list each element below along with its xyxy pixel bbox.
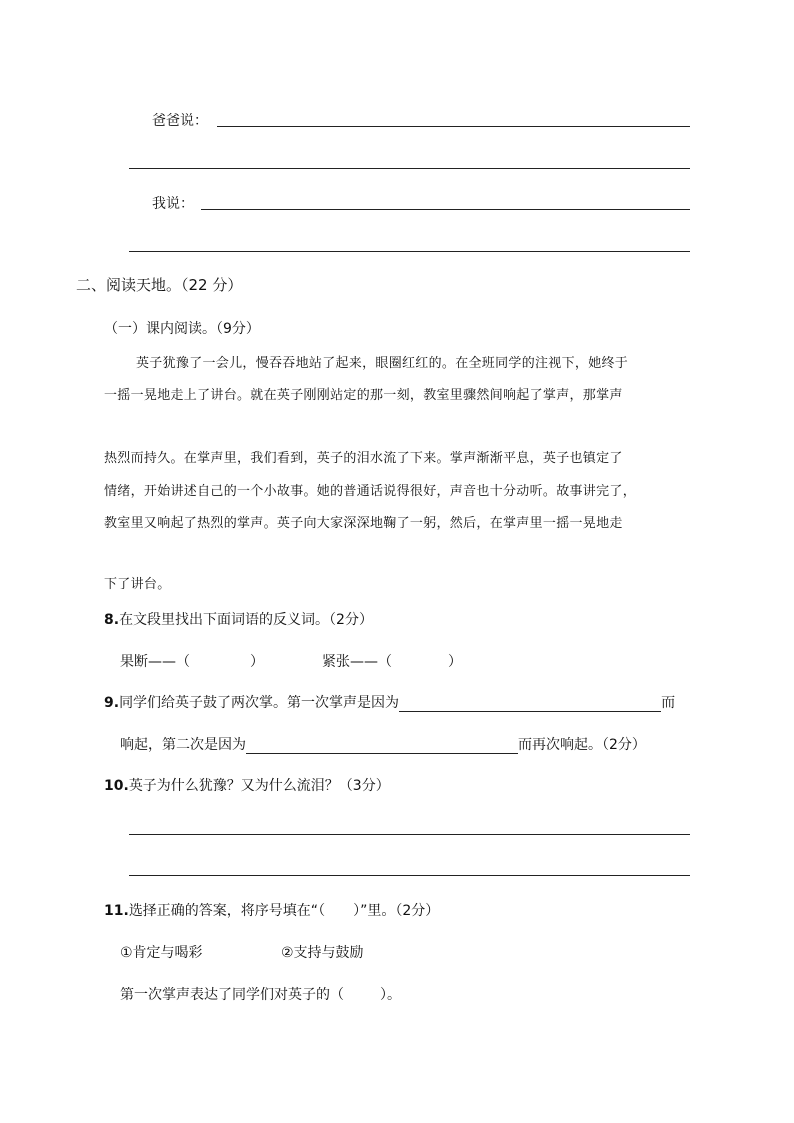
question-8: [104, 609, 373, 629]
me-says-label: 我说：: [152, 196, 194, 212]
antonym-a-close: ）: [250, 654, 264, 670]
section-2-title: 二、阅读天地。（22 分）: [76, 276, 243, 294]
question-11-number: 11.: [104, 903, 129, 919]
dad-answer-line-1[interactable]: [217, 126, 690, 127]
question-9-text-1: 同学们给英子鼓了两次掌。第一次掌声是因为: [119, 695, 400, 711]
subsection-1-title: （一）课内阅读。（9分）: [104, 321, 260, 337]
antonym-b-prompt: 紧张——（: [322, 654, 392, 670]
question-8-text: 在文段里找出下面词语的反义词。（2分）: [119, 612, 373, 628]
me-answer-line-2[interactable]: [129, 251, 690, 252]
question-11-text: 选择正确的答案，将序号填在“（ ）”里。（2分）: [128, 903, 440, 919]
dad-answer-line-2[interactable]: [129, 168, 690, 169]
antonym-b-close: ）: [448, 654, 462, 670]
question-8-answers-b: [322, 651, 462, 671]
question-11-stem-text: 第一次掌声表达了同学们对英子的（: [120, 987, 344, 1003]
question-9-number: 9.: [104, 695, 120, 711]
question-9-blank-1[interactable]: [399, 695, 661, 712]
passage-line-1: 英子犹豫了一会儿，慢吞吞地站了起来，眼圈红红的。在全班同学的注视下，她终于: [136, 356, 629, 371]
option-1: ①肯定与喝彩: [120, 945, 203, 961]
question-10-answer-line-2[interactable]: [129, 875, 690, 876]
question-8-answers: [120, 651, 264, 671]
passage-line-3: 热烈而持久。在掌声里，我们看到，英子的泪水流了下来。掌声渐渐平息，英子也镇定了: [104, 451, 623, 466]
question-10-answer-line-1[interactable]: [129, 834, 690, 835]
question-10-text: 英子为什么犹豫？又为什么流泪？（3分）: [128, 778, 390, 794]
question-9-line-2: [120, 734, 646, 754]
antonym-a-prompt: 果断——（: [120, 654, 190, 670]
passage-line-5: 教室里又响起了热烈的掌声。英子向大家深深地鞠了一躬，然后，在掌声里一摇一晃地走: [104, 516, 623, 531]
question-9-text-2: 响起，第二次是因为: [120, 737, 246, 753]
question-8-number: 8.: [104, 612, 120, 628]
question-9-text-1-end: 而: [661, 695, 676, 711]
option-2: ②支持与鼓励: [281, 945, 364, 961]
question-9-text-2-end: 而再次响起。（2分）: [518, 737, 646, 753]
question-11-stem: [120, 984, 401, 1004]
question-10: [104, 775, 390, 795]
me-answer-line-1[interactable]: [201, 209, 690, 210]
passage-line-6: 下了讲台。: [104, 577, 171, 592]
passage-line-2: 一摇一晃地走上了讲台。就在英子刚刚站定的那一刻，教室里骤然间响起了掌声，那掌声: [104, 388, 623, 403]
question-9-blank-2[interactable]: [246, 737, 518, 754]
question-9-line-1: [104, 692, 675, 712]
question-10-number: 10.: [104, 778, 129, 794]
passage-line-4: 情绪，开始讲述自己的一个小故事。她的普通话说得很好，声音也十分动听。故事讲完了，: [104, 484, 637, 499]
question-11-stem-end: ）。: [380, 987, 401, 1003]
dad-says-label: 爸爸说：: [152, 113, 208, 129]
question-11: [104, 900, 439, 920]
